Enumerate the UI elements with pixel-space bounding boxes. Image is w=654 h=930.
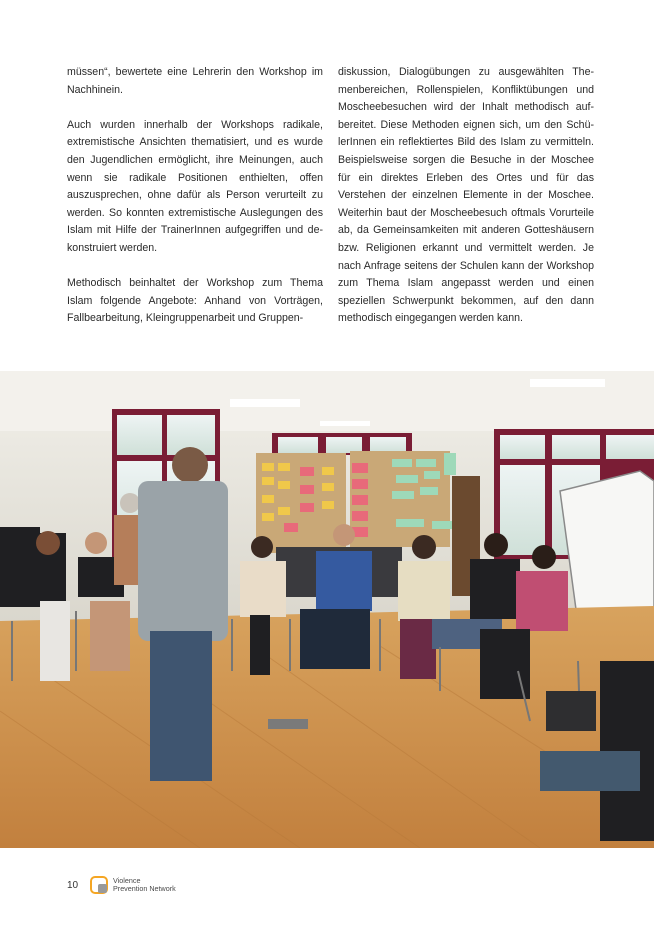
text-column-left bbox=[67, 64, 323, 346]
paragraph: Methodisch beinhaltet der Workshop zum Thema Islam folgende Angebote: Anhand von Vorträgen, Fallbearbeitung, Kleingruppenarbeit und Gruppen- bbox=[67, 277, 323, 325]
paragraph: müssen“, bewertete eine Lehrerin den Workshop im Nachhinein. bbox=[67, 66, 323, 96]
text-column-right bbox=[338, 64, 594, 346]
logo-line-2: Prevention Network bbox=[113, 884, 176, 894]
logo-line-1: Violence bbox=[113, 876, 141, 885]
workshop-photo bbox=[0, 371, 654, 848]
paragraph: diskussion, Dialogübungen zu ausgewählten Themenbereichen, Rollenspielen, Konfliktübungen und Moscheebesuchen wird der Inhalt methodisch aufbereitet. Diese Methoden eignen sich, um den SchülerInnen ein reflektiertes Bild des Islam zu vermitteln. Beispielsweise sorgen die Besuche in der Moschee für ein direktes Erleben des Ortes und für das Verstehen der einzelnen Elemente in der Moschee. Weiterhin baut der Moscheebesuch oftmals Vorurteile ab, da Gemeinsamkeiten mit anderen Gotteshäusern bzw. Religionen erkannt und vermittelt werden. Je nach Anfrage seitens der Schulen kann der Workshop zum Thema Islam angepasst werden und einen speziellen Schwerpunkt bekommen, auf den dann methodisch eingegangen werden kann. bbox=[338, 66, 594, 325]
paragraph: Auch wurden innerhalb der Workshops radikale, extremistische Ansichten thematisiert, und es wurde den Jugendlichen ermöglicht, ihre Meinungen, auch wenn sie radikale Positionen enthielten, offen auszusprechen, ohne dafür als Person verurteilt zu werden. So konnten extremistische Auslegungen des Islam mit Hilfe der TrainerInnen aufgegriffen und dekonstruiert werden. bbox=[67, 118, 323, 254]
violence-prevention-network-logo-icon bbox=[90, 876, 108, 894]
page-number: 10 bbox=[67, 880, 79, 891]
page-footer bbox=[67, 876, 267, 896]
organization-name bbox=[113, 877, 176, 893]
